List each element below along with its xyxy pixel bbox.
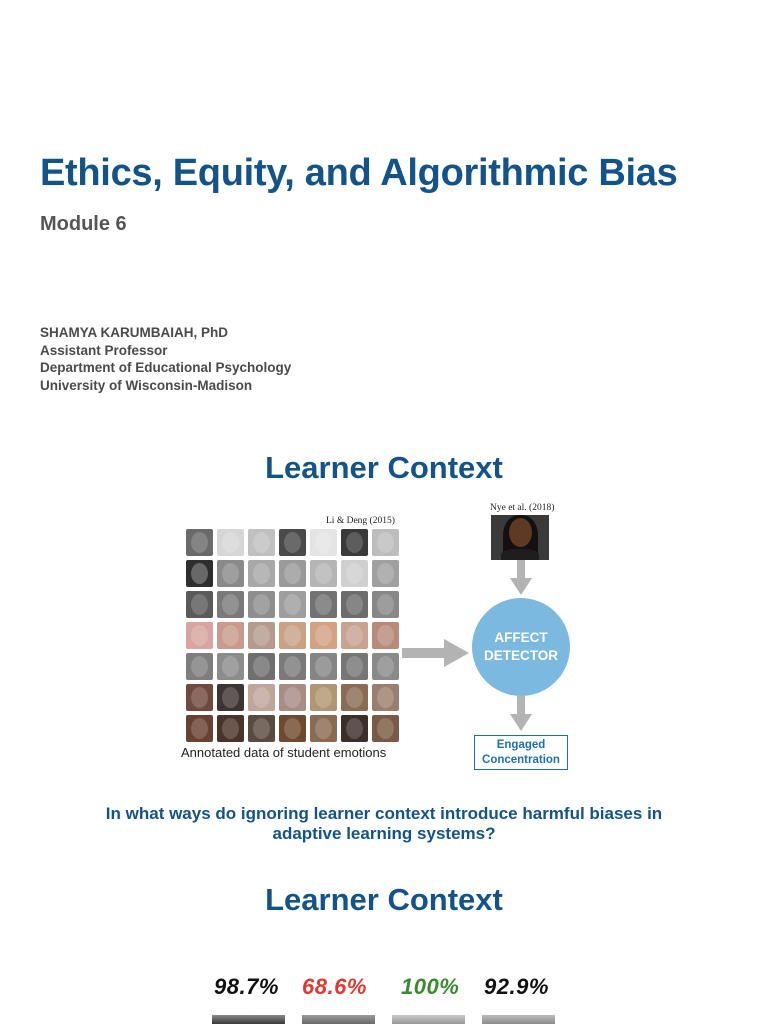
author-department: Department of Educational Psychology <box>40 360 292 375</box>
face-thumbnail <box>248 622 275 649</box>
face-thumbnail <box>217 715 244 742</box>
face-thumbnail <box>217 560 244 587</box>
face-thumbnail <box>186 591 213 618</box>
slide2-title: Learner Context <box>265 450 503 485</box>
accuracy-value-2: 68.6% <box>302 974 367 999</box>
face-thumbnail <box>279 591 306 618</box>
face-thumbnail <box>302 1015 375 1024</box>
author-name: SHAMYA KARUMBAIAH, PhD <box>40 325 229 340</box>
arrow-right-icon <box>402 639 470 667</box>
student-photo <box>491 515 549 560</box>
face-thumbnail <box>310 529 337 556</box>
question-line2: adaptive learning systems? <box>272 824 496 843</box>
face-thumbnail <box>217 622 244 649</box>
face-thumbnail <box>248 591 275 618</box>
face-thumbnail <box>279 684 306 711</box>
face-thumbnail <box>341 591 368 618</box>
slide-title: Ethics, Equity, and Algorithmic Bias <box>40 152 678 194</box>
photo-body <box>501 549 539 560</box>
author-position: Assistant Professor <box>40 342 168 358</box>
face-thumbnail <box>310 622 337 649</box>
grid-caption: Annotated data of student emotions <box>181 745 387 760</box>
face-thumbnail <box>248 684 275 711</box>
affect-detector-line1: AFFECT <box>494 630 548 645</box>
arrow-down-icon <box>510 696 532 732</box>
face-thumbnail <box>310 560 337 587</box>
output-label-box <box>474 735 568 770</box>
face-thumbnail <box>186 684 213 711</box>
accuracy-value-4: 92.9% <box>484 974 549 999</box>
face-thumbnail <box>279 653 306 680</box>
accuracy-value-1: 98.7% <box>214 974 279 999</box>
arrow-down-icon <box>510 560 532 596</box>
module-subtitle: Module 6 <box>40 213 127 235</box>
face-thumbnail <box>217 684 244 711</box>
face-thumbnail <box>279 622 306 649</box>
face-thumbnail <box>310 653 337 680</box>
face-thumbnail <box>372 529 399 556</box>
face-thumbnail <box>372 560 399 587</box>
face-thumbnail <box>186 622 213 649</box>
output-line1: Engaged <box>496 738 546 751</box>
face-thumbnail <box>341 653 368 680</box>
face-thumbnail <box>392 1015 465 1024</box>
face-thumbnail <box>310 715 337 742</box>
face-thumbnail <box>372 715 399 742</box>
citation-li-deng: Li & Deng (2015) <box>326 516 395 526</box>
face-thumbnail <box>372 684 399 711</box>
accuracy-value-3: 100% <box>401 974 460 999</box>
photo-face <box>509 518 532 547</box>
face-thumbnail <box>279 529 306 556</box>
affect-detector-line2: DETECTOR <box>483 648 558 663</box>
discussion-question <box>0 804 768 844</box>
citation-nye: Nye et al. (2018) <box>490 503 555 513</box>
face-thumbnail <box>341 529 368 556</box>
face-thumbnail <box>248 715 275 742</box>
emotion-face-grid <box>186 529 400 743</box>
face-thumbnail <box>217 591 244 618</box>
face-thumbnail <box>186 715 213 742</box>
face-thumbnail <box>186 529 213 556</box>
face-thumbnail <box>482 1015 555 1024</box>
output-line2: Concentration <box>482 753 560 766</box>
slide3-title: Learner Context <box>265 882 503 917</box>
author-block <box>40 324 291 394</box>
face-thumbnail <box>248 653 275 680</box>
face-thumbnail <box>217 529 244 556</box>
face-thumbnail <box>372 591 399 618</box>
face-thumbnail <box>341 715 368 742</box>
face-thumbnail <box>341 560 368 587</box>
author-university: University of Wisconsin-Madison <box>40 377 253 393</box>
affect-detector-node <box>472 598 570 696</box>
face-thumbnail <box>310 684 337 711</box>
face-thumbnail <box>310 591 337 618</box>
face-thumbnail <box>212 1015 285 1024</box>
face-thumbnail <box>279 560 306 587</box>
face-thumbnail <box>341 684 368 711</box>
face-thumbnail <box>372 622 399 649</box>
face-thumbnail <box>248 560 275 587</box>
face-thumbnail <box>341 622 368 649</box>
face-thumbnail <box>248 529 275 556</box>
question-line1: In what ways do ignoring learner context introduce harmful biases in <box>105 804 663 823</box>
face-thumbnail <box>372 653 399 680</box>
face-thumbnail <box>186 653 213 680</box>
face-thumbnail <box>186 560 213 587</box>
face-thumbnail <box>217 653 244 680</box>
face-thumbnail <box>279 715 306 742</box>
